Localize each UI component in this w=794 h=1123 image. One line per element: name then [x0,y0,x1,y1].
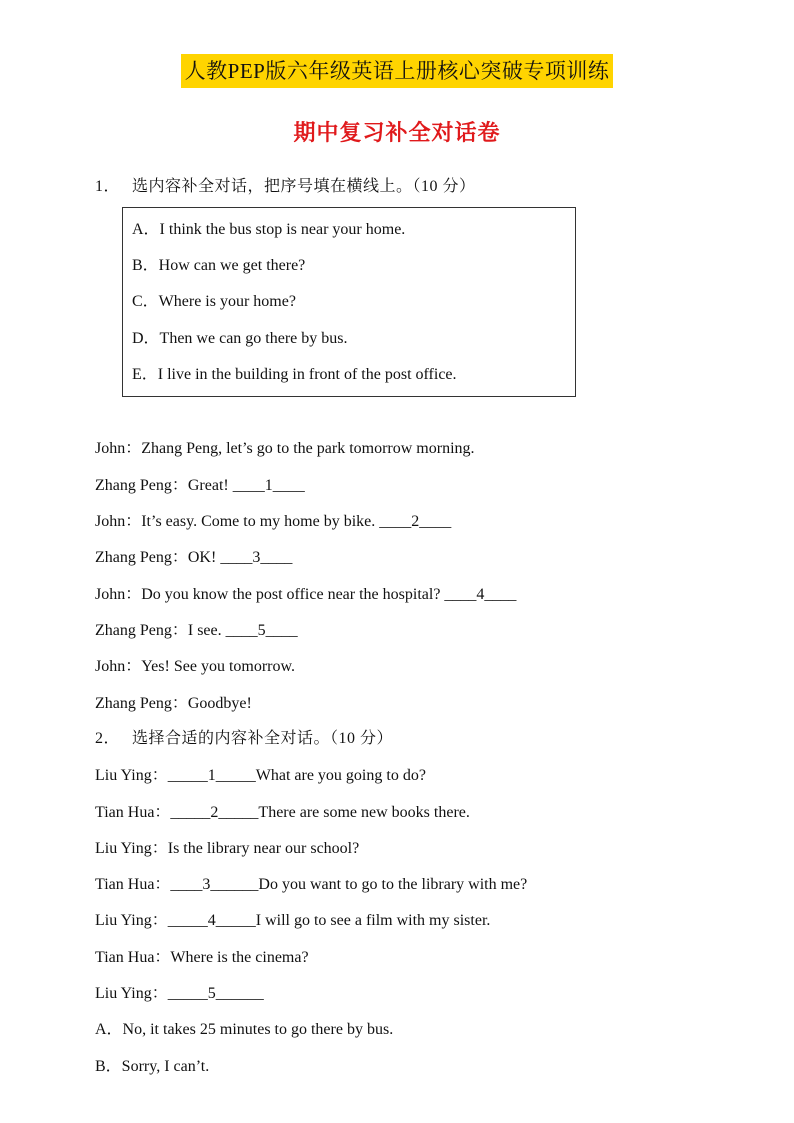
dialogue-line: Liu Ying：Is the library near our school? [95,840,360,857]
option-c: C．Where is your home? [132,293,296,310]
document-subtitle: 期中复习补全对话卷 [293,121,501,146]
section-2-instruction: 选择合适的内容补全对话。（10 分） [132,730,394,747]
answer-option-a: A．No, it takes 25 minutes to go there by bus. [95,1021,394,1038]
dialogue-line: Zhang Peng：OK! ____3____ [95,549,293,566]
section-1-options-box [122,207,576,397]
answer-option-b: B．Sorry, I can’t. [95,1058,210,1075]
option-e: E．I live in the building in front of the post office. [132,366,457,383]
dialogue-line: John：Yes! See you tomorrow. [95,658,296,675]
dialogue-line: Tian Hua：_____2_____There are some new books there. [95,804,470,821]
option-b: B．How can we get there? [132,257,306,274]
dialogue-line: John：It’s easy. Come to my home by bike. ____2____ [95,513,452,530]
dialogue-line: Zhang Peng：I see. ____5____ [95,622,298,639]
section-2-number: 2． [95,730,121,747]
dialogue-line: Zhang Peng：Goodbye! [95,695,252,712]
option-a: A．I think the bus stop is near your home. [132,221,406,238]
dialogue-line: Liu Ying：_____5______ [95,985,264,1002]
dialogue-line: Zhang Peng：Great! ____1____ [95,477,305,494]
option-d: D．Then we can go there by bus. [132,330,348,347]
section-1-instruction: 选内容补全对话，把序号填在横线上。（10 分） [132,178,476,195]
document-header [0,54,794,88]
dialogue-line: Liu Ying：_____1_____What are you going to do? [95,767,426,784]
dialogue-line: John：Do you know the post office near the hospital? ____4____ [95,586,517,603]
dialogue-line: Tian Hua：Where is the cinema? [95,949,309,966]
dialogue-line: John：Zhang Peng, let’s go to the park tomorrow morning. [95,440,475,457]
section-1-heading [95,173,476,196]
section-2-heading [95,725,393,748]
dialogue-line: Tian Hua：____3______Do you want to go to the library with me? [95,876,528,893]
dialogue-line: Liu Ying：_____4_____I will go to see a film with my sister. [95,912,491,929]
document-title: 人教PEP版六年级英语上册核心突破专项训练 [181,54,614,88]
section-1-number: 1． [95,178,121,195]
